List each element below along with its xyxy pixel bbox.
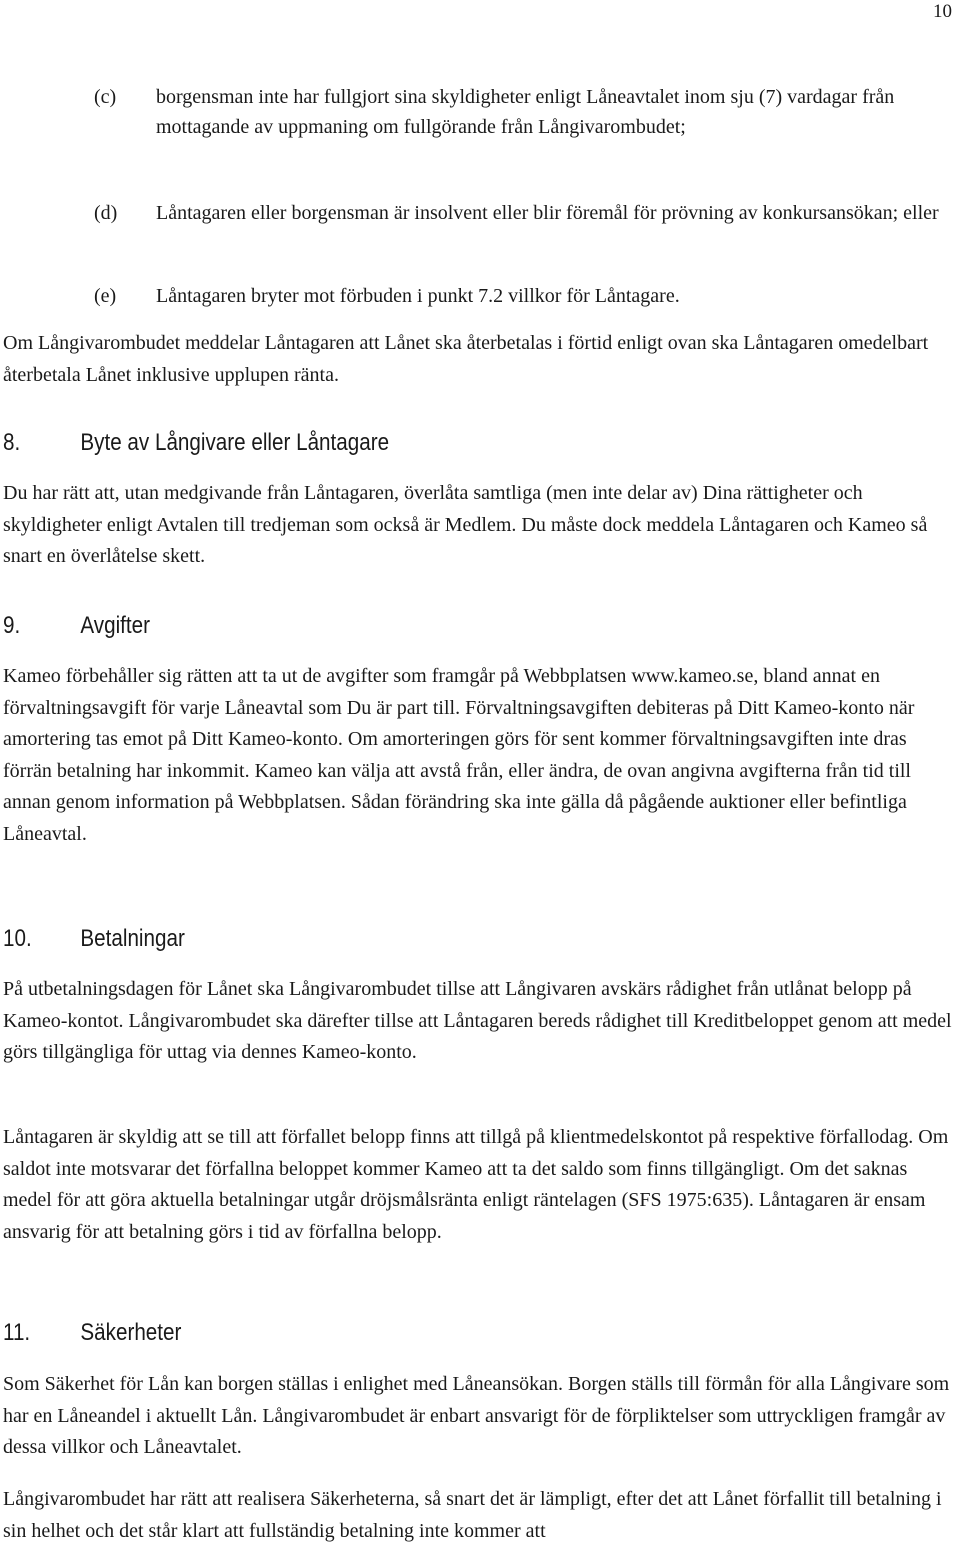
list-letter: (d)	[94, 202, 118, 224]
section-heading-9	[3, 611, 150, 641]
section-10-paragraph-2: Låntagaren är skyldig att se till att förfallet belopp finns att tillgå på klientmedelskontot på respektive förfallodag. Om saldot inte motsvarar det förfallna beloppet kommer Kameo att ta det saldo som finns tillgängligt. Om det saknas medel för att göra aktuella betalningar utgår dröjsmålsränta enligt räntelagen (SFS 1975:635). Låntagaren är ensam ansvarig för att betalning görs i tid av förfallna belopp.	[3, 1126, 949, 1243]
list-text: Låntagaren bryter mot förbuden i punkt 7.2 villkor för Låntagare.	[156, 285, 680, 307]
section-9-paragraph: Kameo förbehåller sig rätten att ta ut de avgifter som framgår på Webbplatsen www.kameo.se, bland annat en förvaltningsavgift för varje Låneavtal som Du är part till. Förvaltningsavgiften debiteras på Ditt Kameo-konto när amortering tas emot på Ditt Kameo-konto. Om amorteringen görs för sent kommer förvaltningsavgiften inte dras förrän betalning har inkommit. Kameo kan välja att avstå från, eller ändra, de ovan angivna avgifterna från tid till annan genom information på Webbplatsen. Sådan förändring ska inte gälla då pågående auktioner eller befintliga Låneavtal.	[3, 665, 915, 845]
section-title: Avgifter	[80, 612, 151, 639]
section-title: Byte av Långivare eller Låntagare	[80, 429, 390, 456]
list-letter: (c)	[94, 86, 117, 108]
section-heading-8	[3, 428, 389, 458]
intro-paragraph: Om Långivarombudet meddelar Låntagaren att Lånet ska återbetalas i förtid enligt ovan ska Låntagaren omedelbart återbetala Lånet inklusive upplupen ränta.	[3, 332, 929, 386]
section-title: Säkerheter	[80, 1319, 182, 1346]
section-heading-10	[3, 924, 185, 954]
page-number: 10	[933, 1, 952, 22]
section-11-paragraph-1: Som Säkerhet för Lån kan borgen ställas i enlighet med Låneansökan. Borgen ställs till förmån för alla Långivare som har en Låneandel i aktuellt Lån. Långivarombudet är enbart ansvarigt för de förpliktelser som uttryckligen framgår av dessa villkor och Låneavtalet.	[3, 1373, 950, 1458]
section-number: 8.	[3, 429, 21, 456]
list-item-c	[0, 82, 960, 172]
section-number: 10.	[3, 925, 32, 952]
list-text: borgensman inte har fullgjort sina skyldigheter enligt Låneavtalet inom sju (7) vardagar från mottagande av uppmaning om fullgörande från Långivarombudet;	[156, 86, 895, 138]
section-title: Betalningar	[80, 925, 185, 952]
section-number: 9.	[3, 612, 21, 639]
condition-list	[0, 82, 960, 307]
section-number: 11.	[3, 1319, 31, 1346]
section-11-paragraph-2: Långivarombudet har rätt att realisera Säkerheterna, så snart det är lämpligt, efter det att Lånet förfallit till betalning i sin helhet och det står klart att fullständig betalning inte kommer att	[3, 1488, 942, 1542]
section-heading-11	[3, 1318, 181, 1348]
section-8-paragraph: Du har rätt att, utan medgivande från Låntagaren, överlåta samtliga (men inte delar av) Dina rättigheter och skyldigheter enligt Avtalen till tredjeman som också är Medlem. Du måste dock meddela Låntagaren och Kameo så snart en överlåtelse skett.	[3, 482, 928, 567]
section-10-paragraph-1: På utbetalningsdagen för Lånet ska Långivarombudet tillse att Långivaren avskärs rådighet från utlånat belopp på Kameo-kontot. Långivarombudet ska därefter tillse att Låntagaren bereds rådighet till Kreditbeloppet genom att medel görs tillgängliga för uttag via dennes Kameo-konto.	[3, 978, 952, 1063]
list-item-e	[0, 281, 946, 311]
list-text: Låntagaren eller borgensman är insolvent eller blir föremål för prövning av konkursansökan; eller	[156, 202, 939, 224]
list-letter: (e)	[94, 285, 117, 307]
list-item-d	[0, 198, 946, 228]
